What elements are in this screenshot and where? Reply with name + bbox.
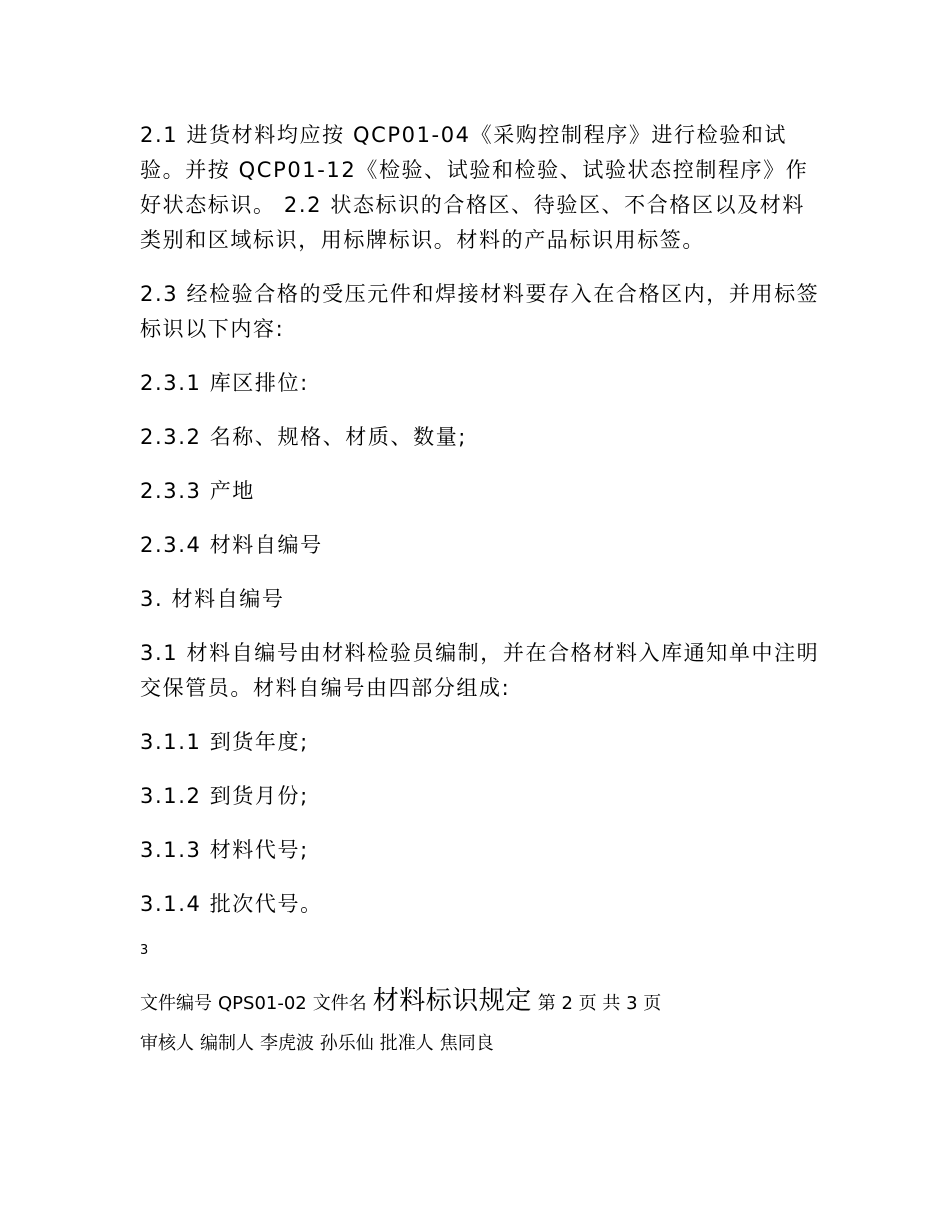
paragraph-2-3-2: 2.3.2 名称、规格、材质、数量; bbox=[140, 425, 467, 449]
section-heading-3: 3. 材料自编号 bbox=[140, 587, 285, 611]
paragraph-3-1-3: 3.1.3 材料代号; bbox=[140, 838, 309, 862]
paragraph-3-1-4: 3.1.4 批次代号。 bbox=[140, 892, 323, 916]
paragraph-3-1: 3.1 材料自编号由材料检验员编制，并在合格材料入库通知单中注明交保管员。材料自编号由四部分组成: bbox=[140, 641, 820, 700]
approver: 焦同良 bbox=[439, 1033, 494, 1054]
paragraph-3-1-2: 3.1.2 到货月份; bbox=[140, 784, 309, 808]
paragraph-2-1: 2.1 进货材料均应按 QCP01-04《采购控制程序》进行检验和试验。并按 QCP01-12《检验、试验和检验、试验状态控制程序》作好状态标识。 2.2 状态标识的合格区、待验区、不合格区以及材料类别和区域标识，用标牌标识。材料的产品标识用标签。 bbox=[140, 123, 809, 252]
page-info: 第 2 页 共 3 页 bbox=[537, 993, 662, 1014]
editors: 李虎波 孙乐仙 bbox=[260, 1033, 374, 1054]
footer-document-info bbox=[140, 981, 820, 1024]
doc-no: QPS01-02 bbox=[218, 993, 307, 1014]
editor-label: 编制人 bbox=[200, 1033, 254, 1054]
paragraph-2-3: 2.3 经检验合格的受压元件和焊接材料要存入在合格区内，并用标签标识以下内容: bbox=[140, 282, 820, 341]
doc-name: 材料标识规定 bbox=[372, 986, 532, 1016]
page-number: 3 bbox=[140, 943, 149, 958]
paragraph-2-3-3: 2.3.3 产地 bbox=[140, 479, 255, 503]
reviewer-label: 审核人 bbox=[140, 1033, 194, 1054]
document-page bbox=[140, 118, 820, 1064]
footer-signatures bbox=[140, 1024, 820, 1064]
paragraph-3-1-1: 3.1.1 到货年度; bbox=[140, 730, 309, 754]
paragraph-2-3-4: 2.3.4 材料自编号 bbox=[140, 533, 323, 557]
approver-label: 批准人 bbox=[379, 1033, 434, 1054]
doc-no-label: 文件编号 bbox=[140, 993, 212, 1014]
paragraph-2-3-1: 2.3.1 库区排位: bbox=[140, 371, 309, 395]
doc-name-label: 文件名 bbox=[312, 993, 367, 1014]
